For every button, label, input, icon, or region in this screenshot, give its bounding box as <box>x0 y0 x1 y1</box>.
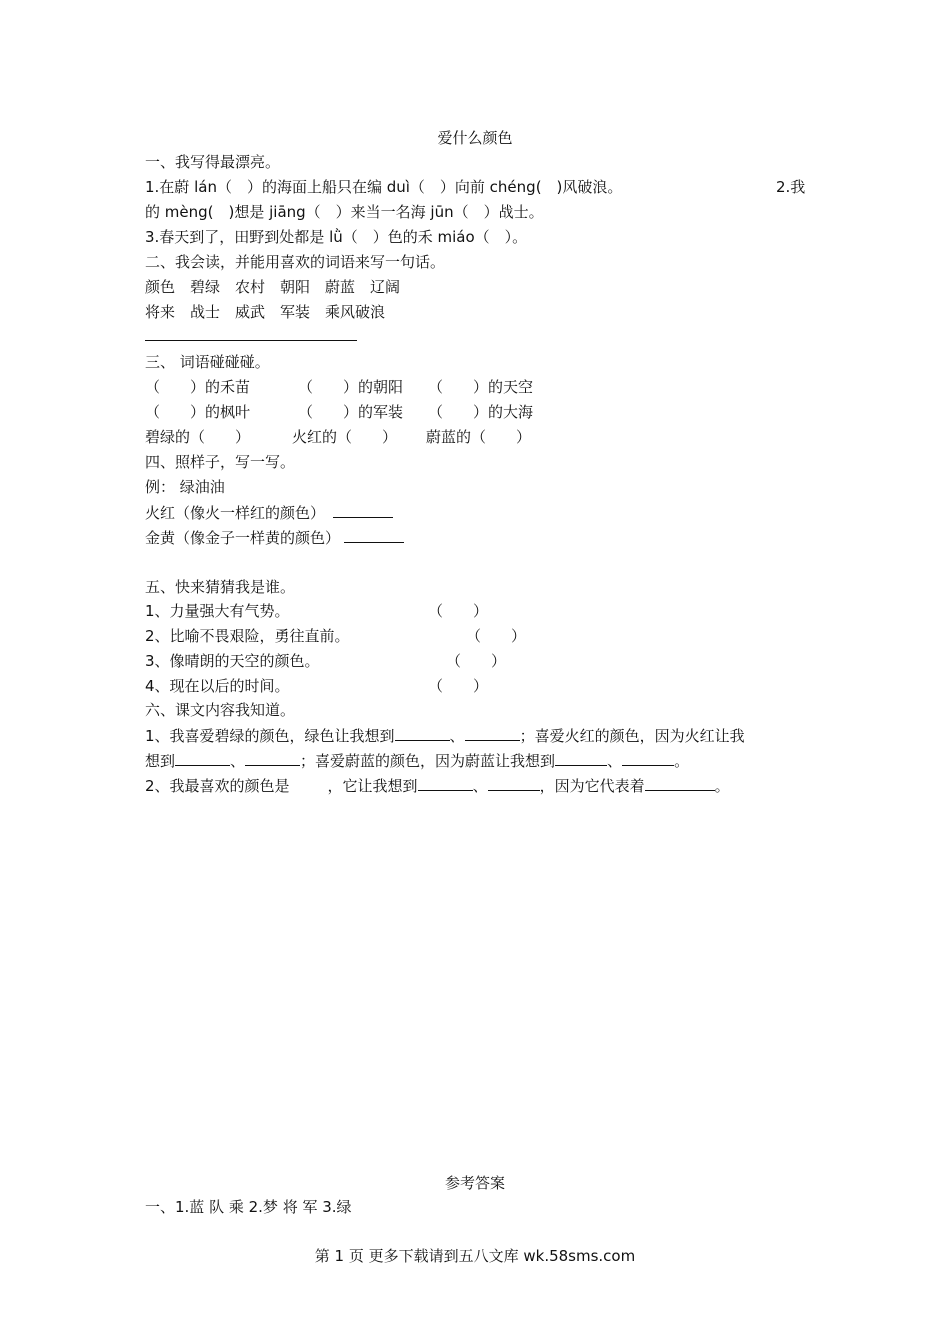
section-6-question-1-line-2 <box>145 750 689 771</box>
section-4-example: 例： 绿油油 <box>145 478 225 496</box>
section-2-words-1: 颜色 碧绿 农村 朝阳 蔚蓝 辽阔 <box>145 278 401 296</box>
answer-blank <box>488 775 540 791</box>
q2-text-b: ，它让我想到 <box>327 777 418 795</box>
answers-title: 参考答案 <box>444 1174 505 1192</box>
section-3-item: （ ）的枫叶 <box>145 403 251 421</box>
document-title: 爱什么颜色 <box>437 129 513 147</box>
section-3-heading: 三、 词语碰碰碰。 <box>145 353 270 371</box>
q2-text-c: ，因为它代表着 <box>539 777 645 795</box>
section-2-answer-line <box>145 340 357 341</box>
section-1-line-3: 3.春天到了，田野到处都是 lǜ（ ）色的禾 miáo（ ）。 <box>145 228 528 246</box>
section-3-item: 火红的（ ） <box>292 428 398 446</box>
q1-text-d: ；喜爱蔚蓝的颜色，因为蔚蓝让我想到 <box>300 752 556 770</box>
section-5-item: 4、现在以后的时间。 <box>145 677 290 695</box>
q1-text-a: 1、我喜爱碧绿的颜色，绿色让我想到 <box>145 727 395 745</box>
section-5-paren: （ ） <box>428 602 489 620</box>
section-2-words-2: 将来 战士 威武 军装 乘风破浪 <box>145 303 386 321</box>
section-5-paren: （ ） <box>466 627 527 645</box>
answer-blank <box>344 527 404 543</box>
answer-blank <box>418 775 473 791</box>
section-3-item: （ ）的朝阳 <box>298 378 404 396</box>
page-footer: 第 1 页 更多下载请到五八文库 wk.58sms.com <box>314 1247 636 1265</box>
section-3-item: （ ）的禾苗 <box>145 378 251 396</box>
section-3-item: 蔚蓝的（ ） <box>426 428 532 446</box>
section-5-heading: 五、快来猜猜我是谁。 <box>145 578 296 596</box>
section-4-item-2-text: 金黄（像金子一样黄的颜色） <box>145 529 341 547</box>
section-1-line-2: 的 mèng( )想是 jiāng（ ）来当一名海 jūn（ ）战士。 <box>145 203 544 221</box>
answer-blank <box>645 775 715 791</box>
section-4-heading: 四、照样子，写一写。 <box>145 453 296 471</box>
section-5-item: 1、力量强大有气势。 <box>145 602 290 620</box>
section-1-line-1: 1.在蔚 lán（ ）的海面上船只在编 duì（ ）向前 chéng( )风破浪。 <box>145 178 623 196</box>
answer-blank <box>245 750 300 766</box>
section-6-question-2 <box>145 775 730 796</box>
answer-blank <box>175 750 230 766</box>
separator: 、 <box>230 752 246 770</box>
separator: 、 <box>449 727 465 745</box>
answer-blank <box>555 750 607 766</box>
section-4-item-2 <box>145 527 404 548</box>
period: 。 <box>714 777 730 795</box>
q1-text-c: 想到 <box>145 752 176 770</box>
section-5-paren: （ ） <box>428 677 489 695</box>
answer-blank <box>333 502 393 518</box>
section-5-item: 3、像晴朗的天空的颜色。 <box>145 652 320 670</box>
separator: 、 <box>607 752 623 770</box>
answers-line-1: 一、1.蓝 队 乘 2.梦 将 军 3.绿 <box>145 1198 352 1216</box>
q2-text-a: 2、我最喜欢的颜色是 <box>145 777 290 795</box>
answer-blank <box>395 725 450 741</box>
section-6-heading: 六、课文内容我知道。 <box>145 701 296 719</box>
section-3-item: 碧绿的（ ） <box>145 428 251 446</box>
answer-blank <box>622 750 674 766</box>
section-1-heading: 一、我写得最漂亮。 <box>145 153 281 171</box>
section-1-line-1-tail: 2.我 <box>776 178 806 196</box>
period: 。 <box>674 752 690 770</box>
section-5-item: 2、比喻不畏艰险，勇往直前。 <box>145 627 350 645</box>
section-3-item: （ ）的天空 <box>428 378 534 396</box>
section-4-item-1-text: 火红（像火一样红的颜色） <box>145 504 326 522</box>
separator: 、 <box>472 777 488 795</box>
section-4-item-1 <box>145 502 393 523</box>
answer-blank <box>465 725 520 741</box>
q1-text-b: ；喜爱火红的颜色，因为火红让我 <box>519 727 745 745</box>
section-3-item: （ ）的大海 <box>428 403 534 421</box>
section-6-question-1-line-1 <box>145 725 745 746</box>
section-3-item: （ ）的军装 <box>298 403 404 421</box>
section-2-heading: 二、我会读，并能用喜欢的词语来写一句话。 <box>145 253 446 271</box>
section-5-paren: （ ） <box>446 652 507 670</box>
